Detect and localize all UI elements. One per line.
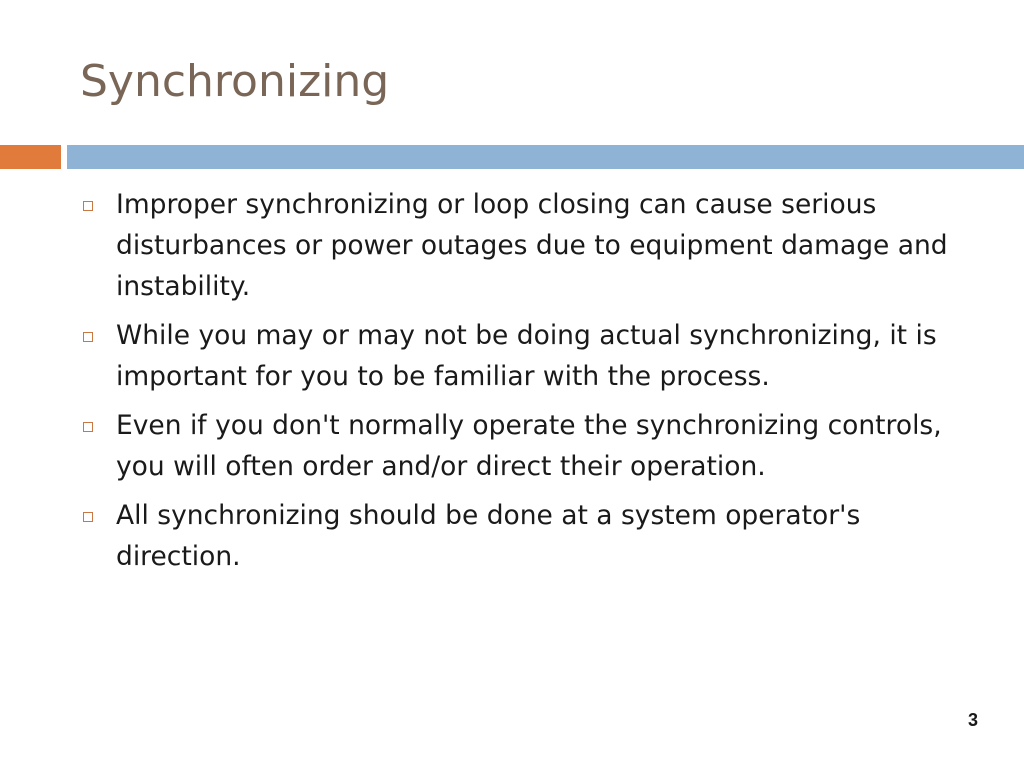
bullet-list <box>82 184 982 585</box>
square-bullet-icon <box>83 332 93 342</box>
bullet-text: Improper synchronizing or loop closing can cause serious disturbances or power outages due to equipment damage and instability. <box>116 189 948 302</box>
bullet-text: Even if you don't normally operate the synchronizing controls, you will often order and/or direct their operation. <box>116 410 942 482</box>
accent-bar-orange <box>0 145 61 169</box>
square-bullet-icon <box>83 201 93 211</box>
slide-title: Synchronizing <box>80 56 390 107</box>
accent-bar-blue <box>67 145 1024 169</box>
square-bullet-icon <box>83 512 93 522</box>
bullet-text: All synchronizing should be done at a system operator's direction. <box>116 500 861 572</box>
list-item <box>82 405 982 487</box>
square-bullet-icon <box>83 422 93 432</box>
page-number: 3 <box>967 710 978 730</box>
list-item <box>82 184 982 307</box>
list-item <box>82 495 982 577</box>
bullet-text: While you may or may not be doing actual synchronizing, it is important for you to be familiar with the process. <box>116 320 937 392</box>
list-item <box>82 315 982 397</box>
